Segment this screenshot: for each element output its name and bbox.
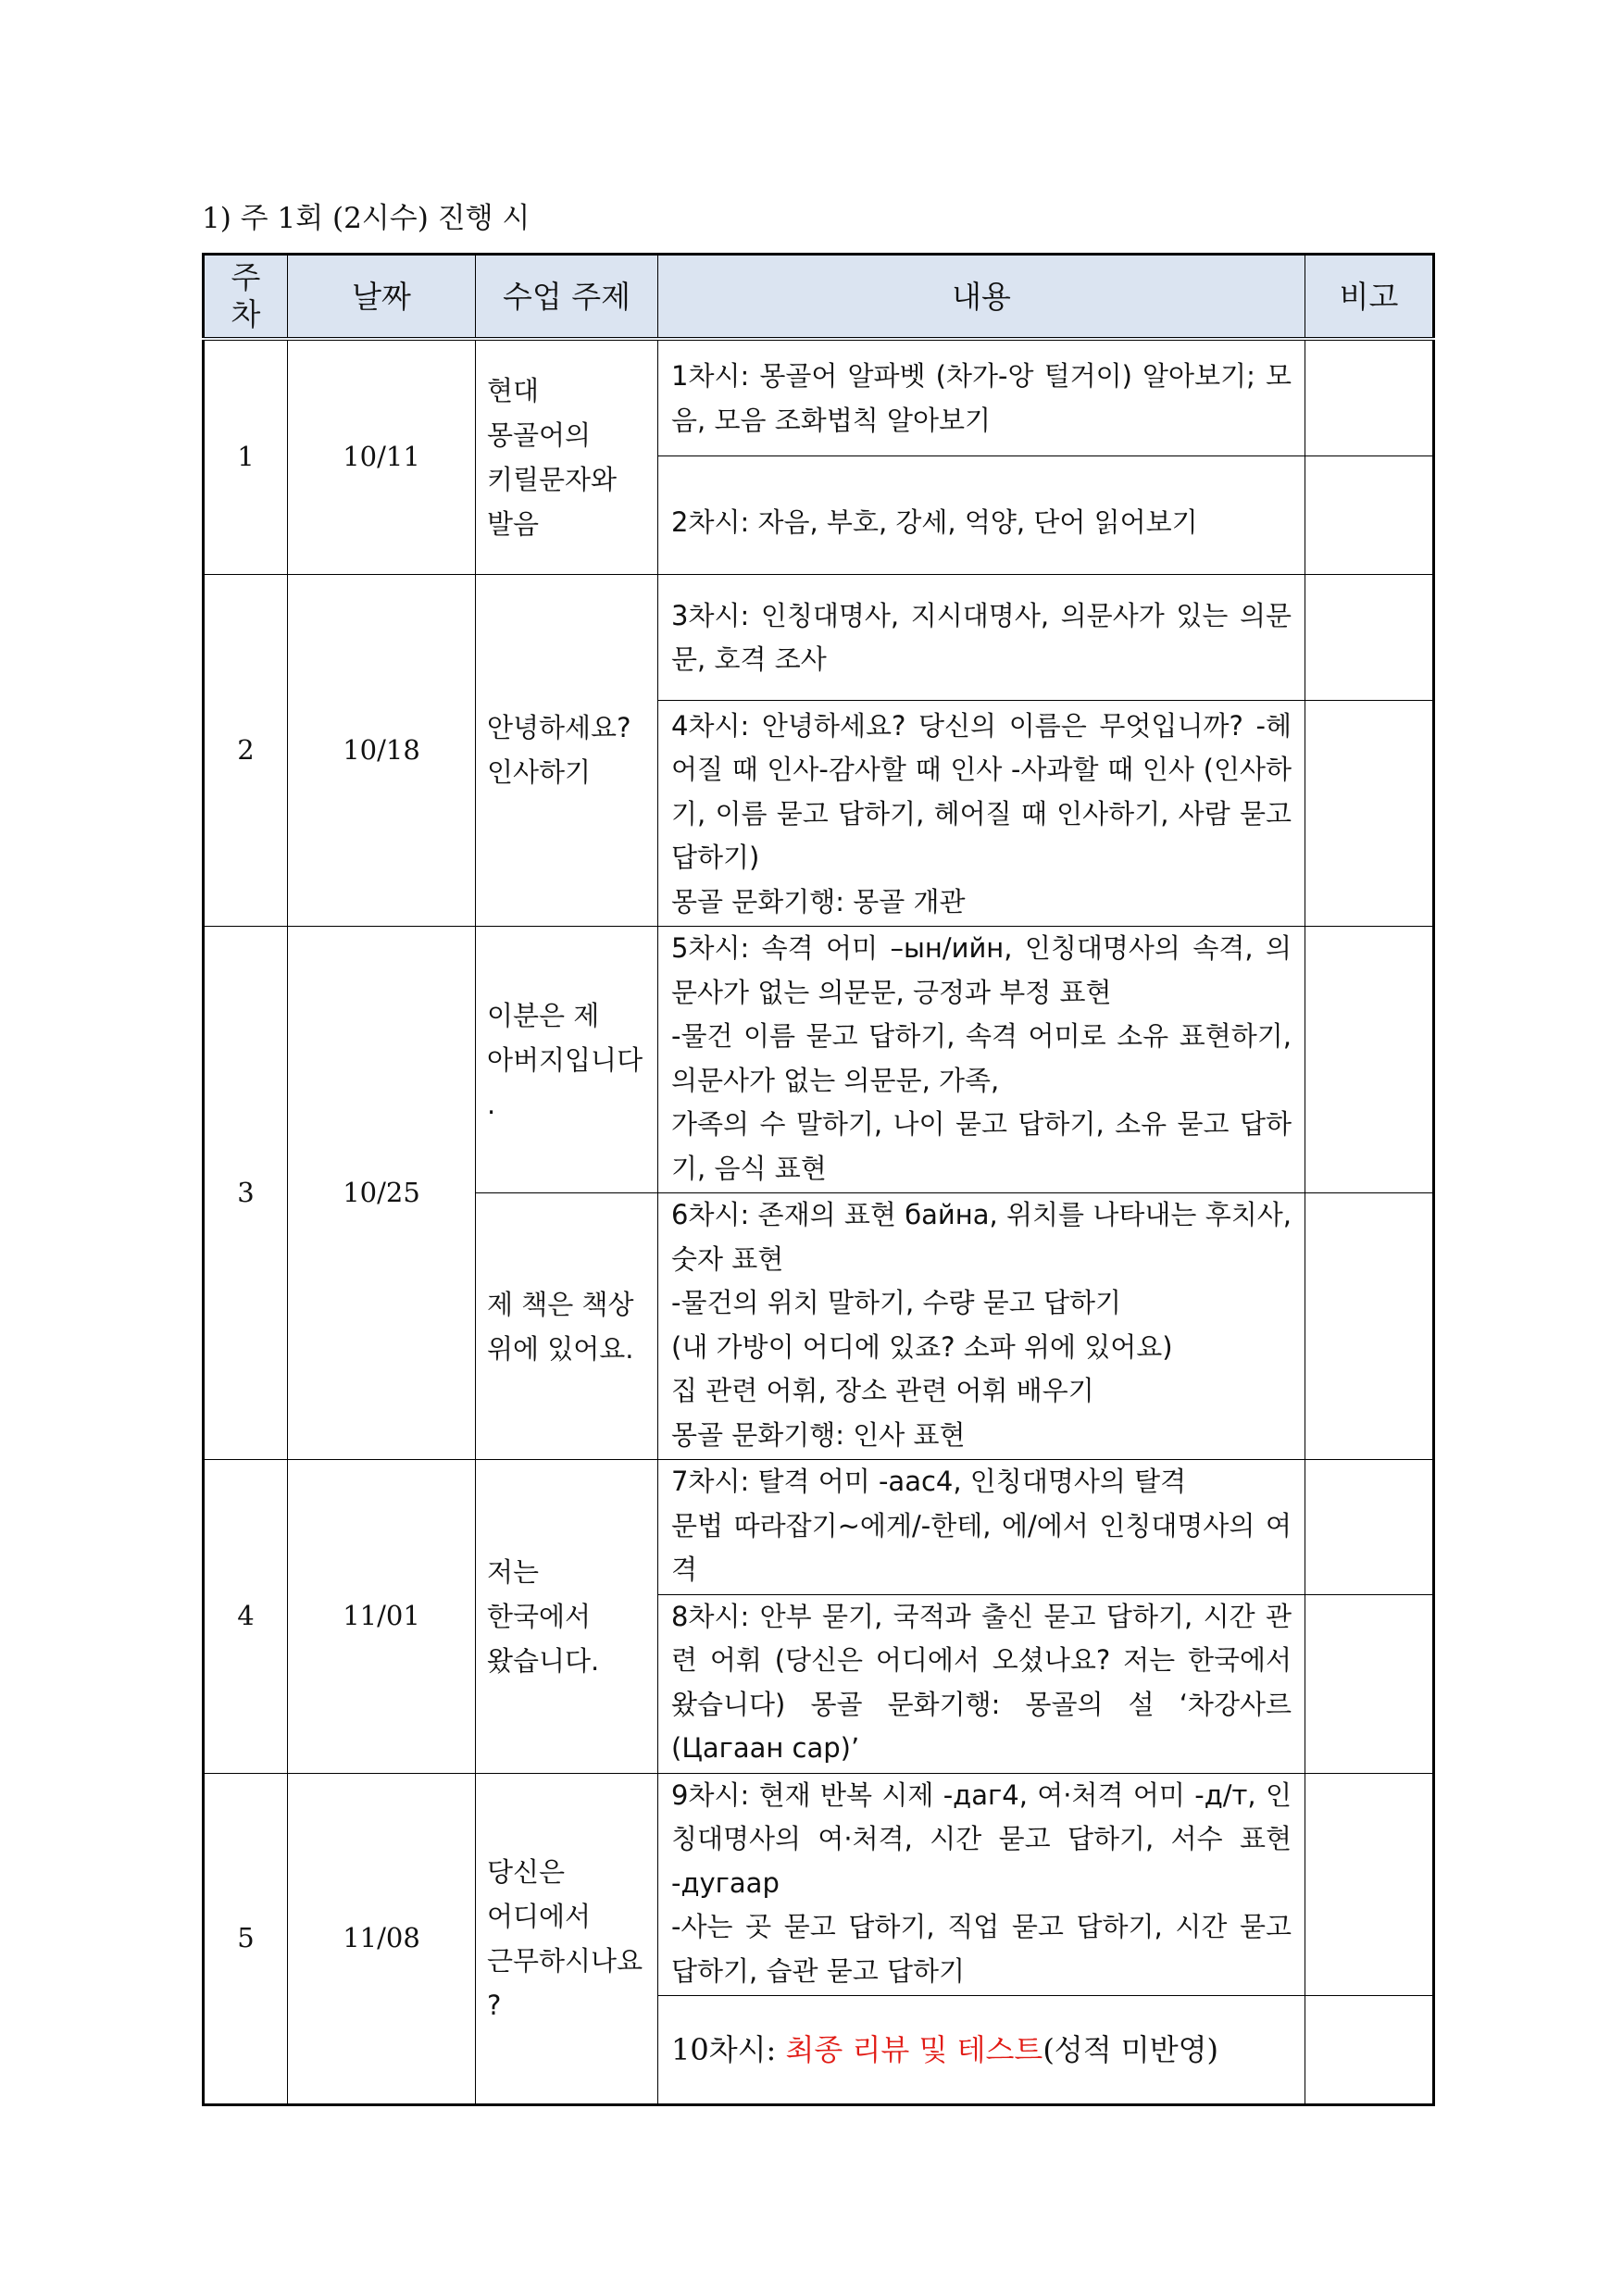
week-topic <box>476 1460 658 1774</box>
week-date: 11/08 <box>288 1773 476 2105</box>
week-number: 5 <box>204 1773 288 2105</box>
session-text: 집 관련 어휘, 장소 관련 어휘 배우기 <box>671 1375 1094 1406</box>
note-cell <box>1305 1594 1434 1773</box>
session-content <box>658 927 1305 1193</box>
week-topic-text: 안녕하세요? 인사하기 <box>487 712 631 789</box>
week-date: 10/25 <box>288 927 476 1460</box>
session-text: (내 가방이 어디에 있죠? 소파 위에 있어요) <box>671 1330 1173 1363</box>
note-cell <box>1305 1460 1434 1595</box>
table-row <box>204 927 1434 1193</box>
session-text: 문법 따라잡기~에게/-한테, 에/에서 인칭대명사의 여격 <box>671 1509 1292 1585</box>
header-topic: 수업 주제 <box>476 255 658 340</box>
table-row <box>204 339 1434 455</box>
note-cell <box>1305 700 1434 927</box>
week-topic-text: 당신은 어디에서 근무하시나요 ? <box>487 1855 643 2021</box>
week-number: 4 <box>204 1460 288 1774</box>
session-content <box>658 574 1305 700</box>
week-topic <box>476 339 658 574</box>
table-row <box>204 1460 1434 1595</box>
session-text: 4차시: 안녕하세요? 당신의 이름은 무엇입니까? -헤어질 때 인사-감사할 때 인사 -사과할 때 인사 (인사하기, 이름 묻고 답하기, 헤어질 때 인사하기, 사람 묻고 답하기) <box>671 709 1292 873</box>
note-cell <box>1305 1773 1434 1996</box>
note-cell <box>1305 574 1434 700</box>
session-text: 9차시: 현재 반복 시제 -даг4, 여·처격 어미 -д/т, 인칭대명사의 여·처격, 시간 묻고 답하기, 서수 표현 -дугаар <box>671 1778 1292 1899</box>
culture-text: 몽골 문화기행: 몽골 개관 <box>671 885 966 917</box>
session-content <box>658 455 1305 574</box>
session-text: 6차시: 존재의 표현 байна, 위치를 나타내는 후치사, 숫자 표현 <box>671 1199 1292 1275</box>
note-cell <box>1305 1193 1434 1460</box>
week-date: 10/18 <box>288 574 476 927</box>
header-note: 비고 <box>1305 255 1434 340</box>
session-text: -물건의 위치 말하기, 수량 묻고 답하기 <box>671 1287 1121 1318</box>
header-week-label: 주 차 <box>231 259 261 332</box>
header-week <box>204 255 288 340</box>
week-number: 1 <box>204 339 288 574</box>
week-topic-text: 현대 몽골어의 키릴문자와 발음 <box>487 374 618 540</box>
session-text: 3차시: 인칭대명사, 지시대명사, 의문사가 있는 의문문, 호격 조사 <box>671 599 1292 675</box>
week-topic <box>476 927 658 1193</box>
session-text: 7차시: 탈격 어미 -аас4, 인칭대명사의 탈격 <box>671 1466 1187 1497</box>
week-topic <box>476 574 658 927</box>
session-text: 2차시: 자음, 부호, 강세, 억양, 단어 읽어보기 <box>671 506 1198 539</box>
note-cell <box>1305 455 1434 574</box>
week-topic <box>476 1773 658 2105</box>
note-cell <box>1305 339 1434 455</box>
header-content: 내용 <box>658 255 1305 340</box>
header-date: 날짜 <box>288 255 476 340</box>
final-session <box>658 1996 1305 2105</box>
session-content <box>658 1773 1305 1996</box>
session-text: 가족의 수 말하기, 나이 묻고 답하기, 소유 묻고 답하기, 음식 표현 <box>671 1108 1292 1184</box>
final-prefix: 10차시: <box>671 2032 786 2068</box>
final-suffix: (성적 미반영) <box>1042 2032 1219 2068</box>
session-text: 5차시: 속격 어미 –ын/ийн, 인칭대명사의 속격, 의문사가 없는 의문문, 긍정과 부정 표현 <box>671 932 1292 1008</box>
session-text: -물건 이름 묻고 답하기, 속격 어미로 소유 표현하기, 의문사가 없는 의문문, 가족, <box>671 1020 1292 1096</box>
session-text: 1차시: 몽골어 알파벳 (차가-앙 털거이) 알아보기; 모음, 모음 조화법칙 알아보기 <box>671 360 1292 436</box>
session-text: -사는 곳 묻고 답하기, 직업 묻고 답하기, 시간 묻고 답하기, 습관 묻고 답하기 <box>671 1911 1292 1987</box>
session-content <box>658 1193 1305 1460</box>
week-topic-text: 저는 한국에서 왔습니다. <box>487 1555 600 1677</box>
session-content <box>658 339 1305 455</box>
final-highlight: 최종 리뷰 및 테스트 <box>785 2032 1043 2068</box>
week-date: 11/01 <box>288 1460 476 1774</box>
note-cell <box>1305 927 1434 1193</box>
table-row <box>204 1773 1434 1996</box>
session-text: 8차시: 안부 묻기, 국적과 출신 묻고 답하기, 시간 관련 어휘 (당신은 어디에서 오셨나요? 저는 한국에서 왔습니다) 몽골 문화기행: 몽골의 설 ‘차강사르(Цагаан сар)’ <box>671 1600 1292 1764</box>
note-cell <box>1305 1996 1434 2105</box>
table-header-row <box>204 255 1434 340</box>
week-topic-text: 이분은 제 아버지입니다 . <box>487 999 643 1120</box>
table-row <box>204 574 1434 700</box>
schedule-table <box>202 253 1435 2106</box>
week-number: 3 <box>204 927 288 1460</box>
week-topic-text: 제 책은 책상 위에 있어요. <box>487 1288 634 1365</box>
week-date: 10/11 <box>288 339 476 574</box>
session-content <box>658 1594 1305 1773</box>
culture-text: 몽골 문화기행: 인사 표현 <box>671 1418 966 1451</box>
session-content <box>658 1460 1305 1595</box>
section-heading: 1) 주 1회 (2시수) 진행 시 <box>202 202 531 235</box>
week-topic <box>476 1193 658 1460</box>
week-number: 2 <box>204 574 288 927</box>
session-content <box>658 700 1305 927</box>
